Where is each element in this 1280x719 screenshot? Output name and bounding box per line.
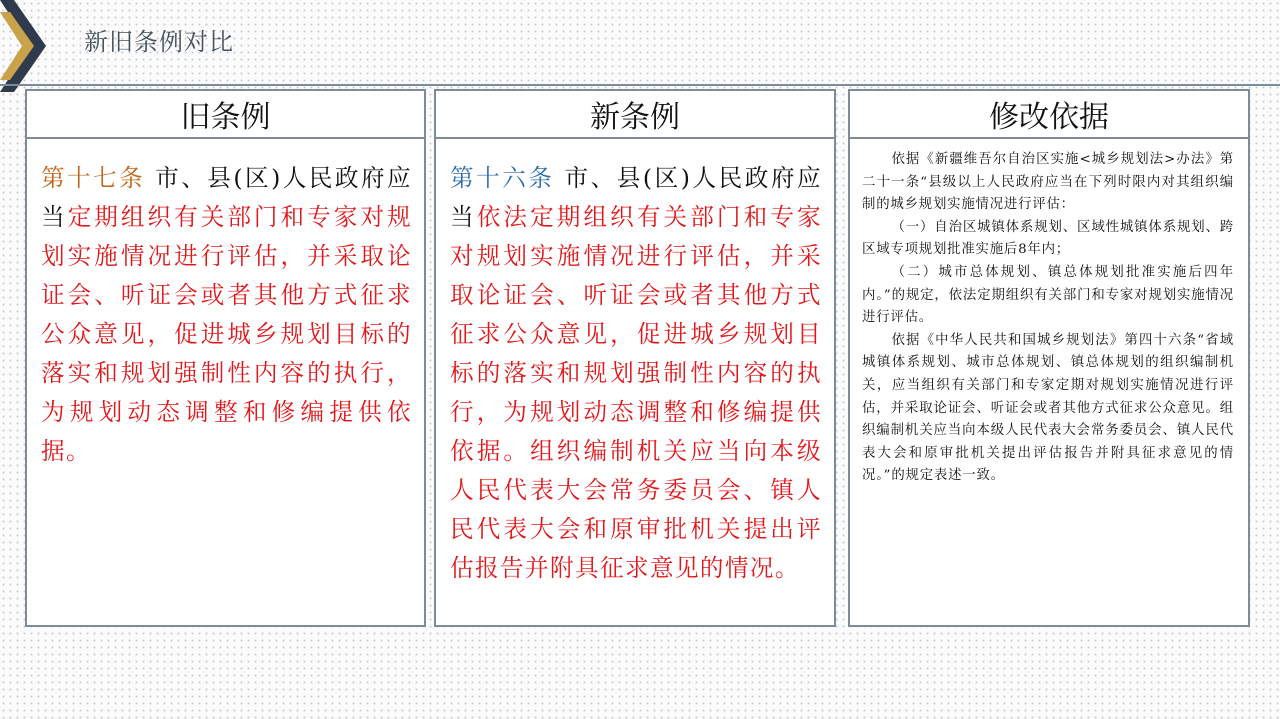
basis-paragraph: （一）自治区城镇体系规划、区域性城镇体系规划、跨区域专项规划批准实施后8年内；: [862, 219, 1234, 258]
new-article-number: 第十六条: [450, 164, 555, 192]
new-article-changed-text: 依法定期组织有关部门和专家对规划实施情况进行评估，并采取论证会、听证会或者其他方式征求公众意见，促进城乡规划目标的落实和规划强制性内容的执行，为规划动态调整和修编提供依据。组织编制机关应当向本级人民代表大会常务委员会、镇人民代表大会和原审批机关提出评估报告并附具征求意见的情况。: [450, 203, 823, 582]
old-article-changed-text: 定期组织有关部门和专家对规划实施情况进行评估，并采取论证会、听证会或者其他方式征求公众意见，促进城乡规划目标的落实和规划强制性内容的执行，为规划动态调整和修编提供依据。: [41, 203, 412, 465]
title-divider: [0, 84, 1280, 86]
old-regulation-panel: [25, 89, 426, 627]
old-regulation-body: [27, 139, 424, 471]
page-title: 新旧条例对比: [84, 28, 234, 56]
basis-header: 修改依据: [850, 91, 1248, 139]
new-article-lead: 市、县(区)人民政府应当: [450, 164, 822, 231]
basis-paragraph: （二）城市总体规划、镇总体规划批准实施后四年内。”的规定，依法定期组织有关部门和专家对规划实施情况进行评估。: [862, 264, 1234, 326]
basis-paragraph: 依据《新疆维吾尔自治区实施<城乡规划法>办法》第二十一条“县级以上人民政府应当在下列时限内对其组织编制的城乡规划实施情况进行评估：: [862, 152, 1234, 213]
new-regulation-header: 新条例: [436, 91, 834, 139]
chevron-logo-icon: [0, 0, 52, 92]
old-article-lead: 市、县(区)人民政府应当: [41, 164, 412, 231]
basis-paragraph: 依据《中华人民共和国城乡规划法》第四十六条“省域城镇体系规划、城市总体规划、镇总体规划的组织编制机关，应当组织有关部门和专家定期对规划实施情况进行评估，并采取论证会、听证会或者其他方式征求公众意见。组织编制机关应当向本级人民代表大会常务委员会、镇人民代表大会和原审批机关提出评估报告并附具征求意见的情况。”的规定表述一致。: [862, 332, 1234, 484]
old-regulation-header: 旧条例: [27, 91, 424, 139]
old-regulation-text: [41, 159, 412, 471]
basis-panel: [848, 89, 1250, 627]
new-regulation-body: [436, 139, 834, 588]
basis-body: [850, 139, 1248, 488]
new-regulation-panel: [434, 89, 836, 627]
old-article-number: 第十七条: [41, 164, 146, 192]
new-regulation-text: [450, 159, 822, 588]
